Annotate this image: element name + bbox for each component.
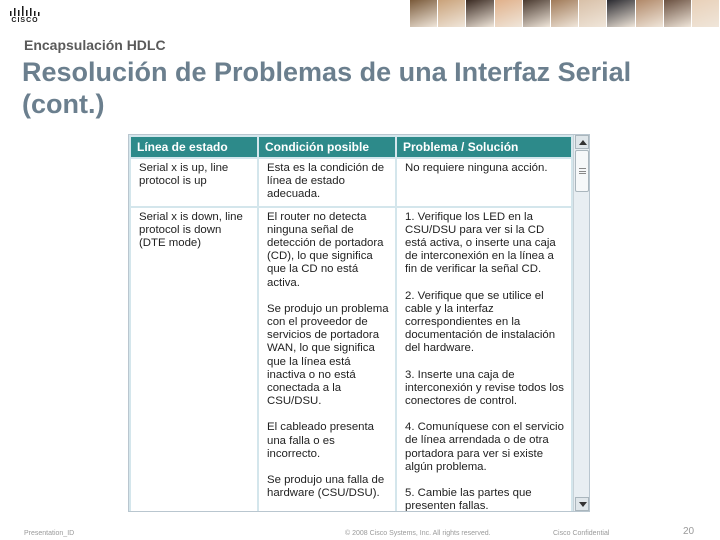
condition-cell	[258, 158, 396, 207]
table-row	[130, 207, 572, 511]
table-viewport	[129, 135, 573, 511]
scroll-thumb[interactable]	[575, 150, 589, 192]
grip-icon	[579, 168, 586, 174]
header-photo	[466, 0, 494, 27]
condition-text: Esta es la condición de línea de estado adecuada.	[267, 162, 385, 201]
header-photo	[607, 0, 635, 27]
header-photo	[523, 0, 551, 27]
condition-cell	[258, 207, 396, 511]
solution-cell	[396, 207, 572, 511]
slide-title: Resolución de Problemas de una Interfaz Serial (cont.)	[22, 57, 632, 119]
condition-text: El cableado presenta una falla o es incorrecto.	[267, 421, 375, 460]
table-header-row	[130, 136, 572, 158]
table-row	[130, 158, 572, 207]
status-cell: Serial x is down, line protocol is down (DTE mode)	[130, 207, 258, 511]
header-photo	[579, 0, 607, 27]
slide-subtitle: Encapsulación HDLC	[24, 37, 166, 53]
logo-text: CISCO	[11, 17, 39, 24]
troubleshooting-table-window	[128, 134, 590, 512]
page-number: 20	[683, 526, 695, 537]
condition-text: Se produjo un problema con el proveedor de servicios de portadora WAN, lo que significa que la línea está inactiva o no está conectada a la CSU/DSU.	[267, 302, 389, 408]
header-photo	[438, 0, 466, 27]
header-photo	[410, 0, 438, 27]
cisco-logo	[8, 4, 42, 24]
footer-copyright: © 2008 Cisco Systems, Inc. All rights reserved.	[345, 530, 491, 537]
status-cell: Serial x is up, line protocol is up	[130, 158, 258, 207]
vertical-scrollbar[interactable]	[573, 135, 589, 511]
cisco-bridge-icon	[8, 5, 42, 17]
solution-text: No requiere ninguna acción.	[405, 162, 548, 174]
photo-strip	[410, 0, 720, 27]
condition-text: El router no detecta ninguna señal de detección de portadora (CD), lo que significa que la CD no está activa.	[267, 210, 384, 289]
solution-text: 1. Verifique los LED en la CSU/DSU para ver si la CD está activa, o inserte una caja de interconexión en la línea a fin de verificar la señal CD.	[405, 210, 556, 276]
header-photo	[636, 0, 664, 27]
header-status-line: Línea de estado	[130, 136, 258, 158]
solution-text: 2. Verifique que se utilice el cable y la interfaz correspondientes en la documentación de instalación del hardware.	[405, 289, 556, 355]
condition-text: Se produjo una falla de hardware (CSU/DSU).	[267, 474, 385, 500]
scroll-down-arrow-icon[interactable]	[575, 497, 589, 511]
footer-presentation-id: Presentation_ID	[24, 530, 75, 537]
header-photo	[495, 0, 523, 27]
solution-text: 5. Cambie las partes que presenten fallas.	[405, 487, 532, 511]
solution-text: 4. Comuníquese con el servicio de línea arrendada o de otra portadora para ver si existe algún problema.	[405, 421, 564, 473]
header-photo	[692, 0, 720, 27]
header-photo	[664, 0, 692, 27]
header-problem-solution: Problema / Solución	[396, 136, 572, 158]
solution-cell	[396, 158, 572, 207]
troubleshooting-table	[129, 135, 573, 511]
solution-text: 3. Inserte una caja de interconexión y revise todos los conectores de control.	[405, 368, 564, 408]
footer-confidential: Cisco Confidential	[553, 530, 610, 537]
slide-header	[0, 0, 720, 27]
header-photo	[551, 0, 579, 27]
header-possible-condition: Condición posible	[258, 136, 396, 158]
scroll-up-arrow-icon[interactable]	[575, 135, 589, 149]
